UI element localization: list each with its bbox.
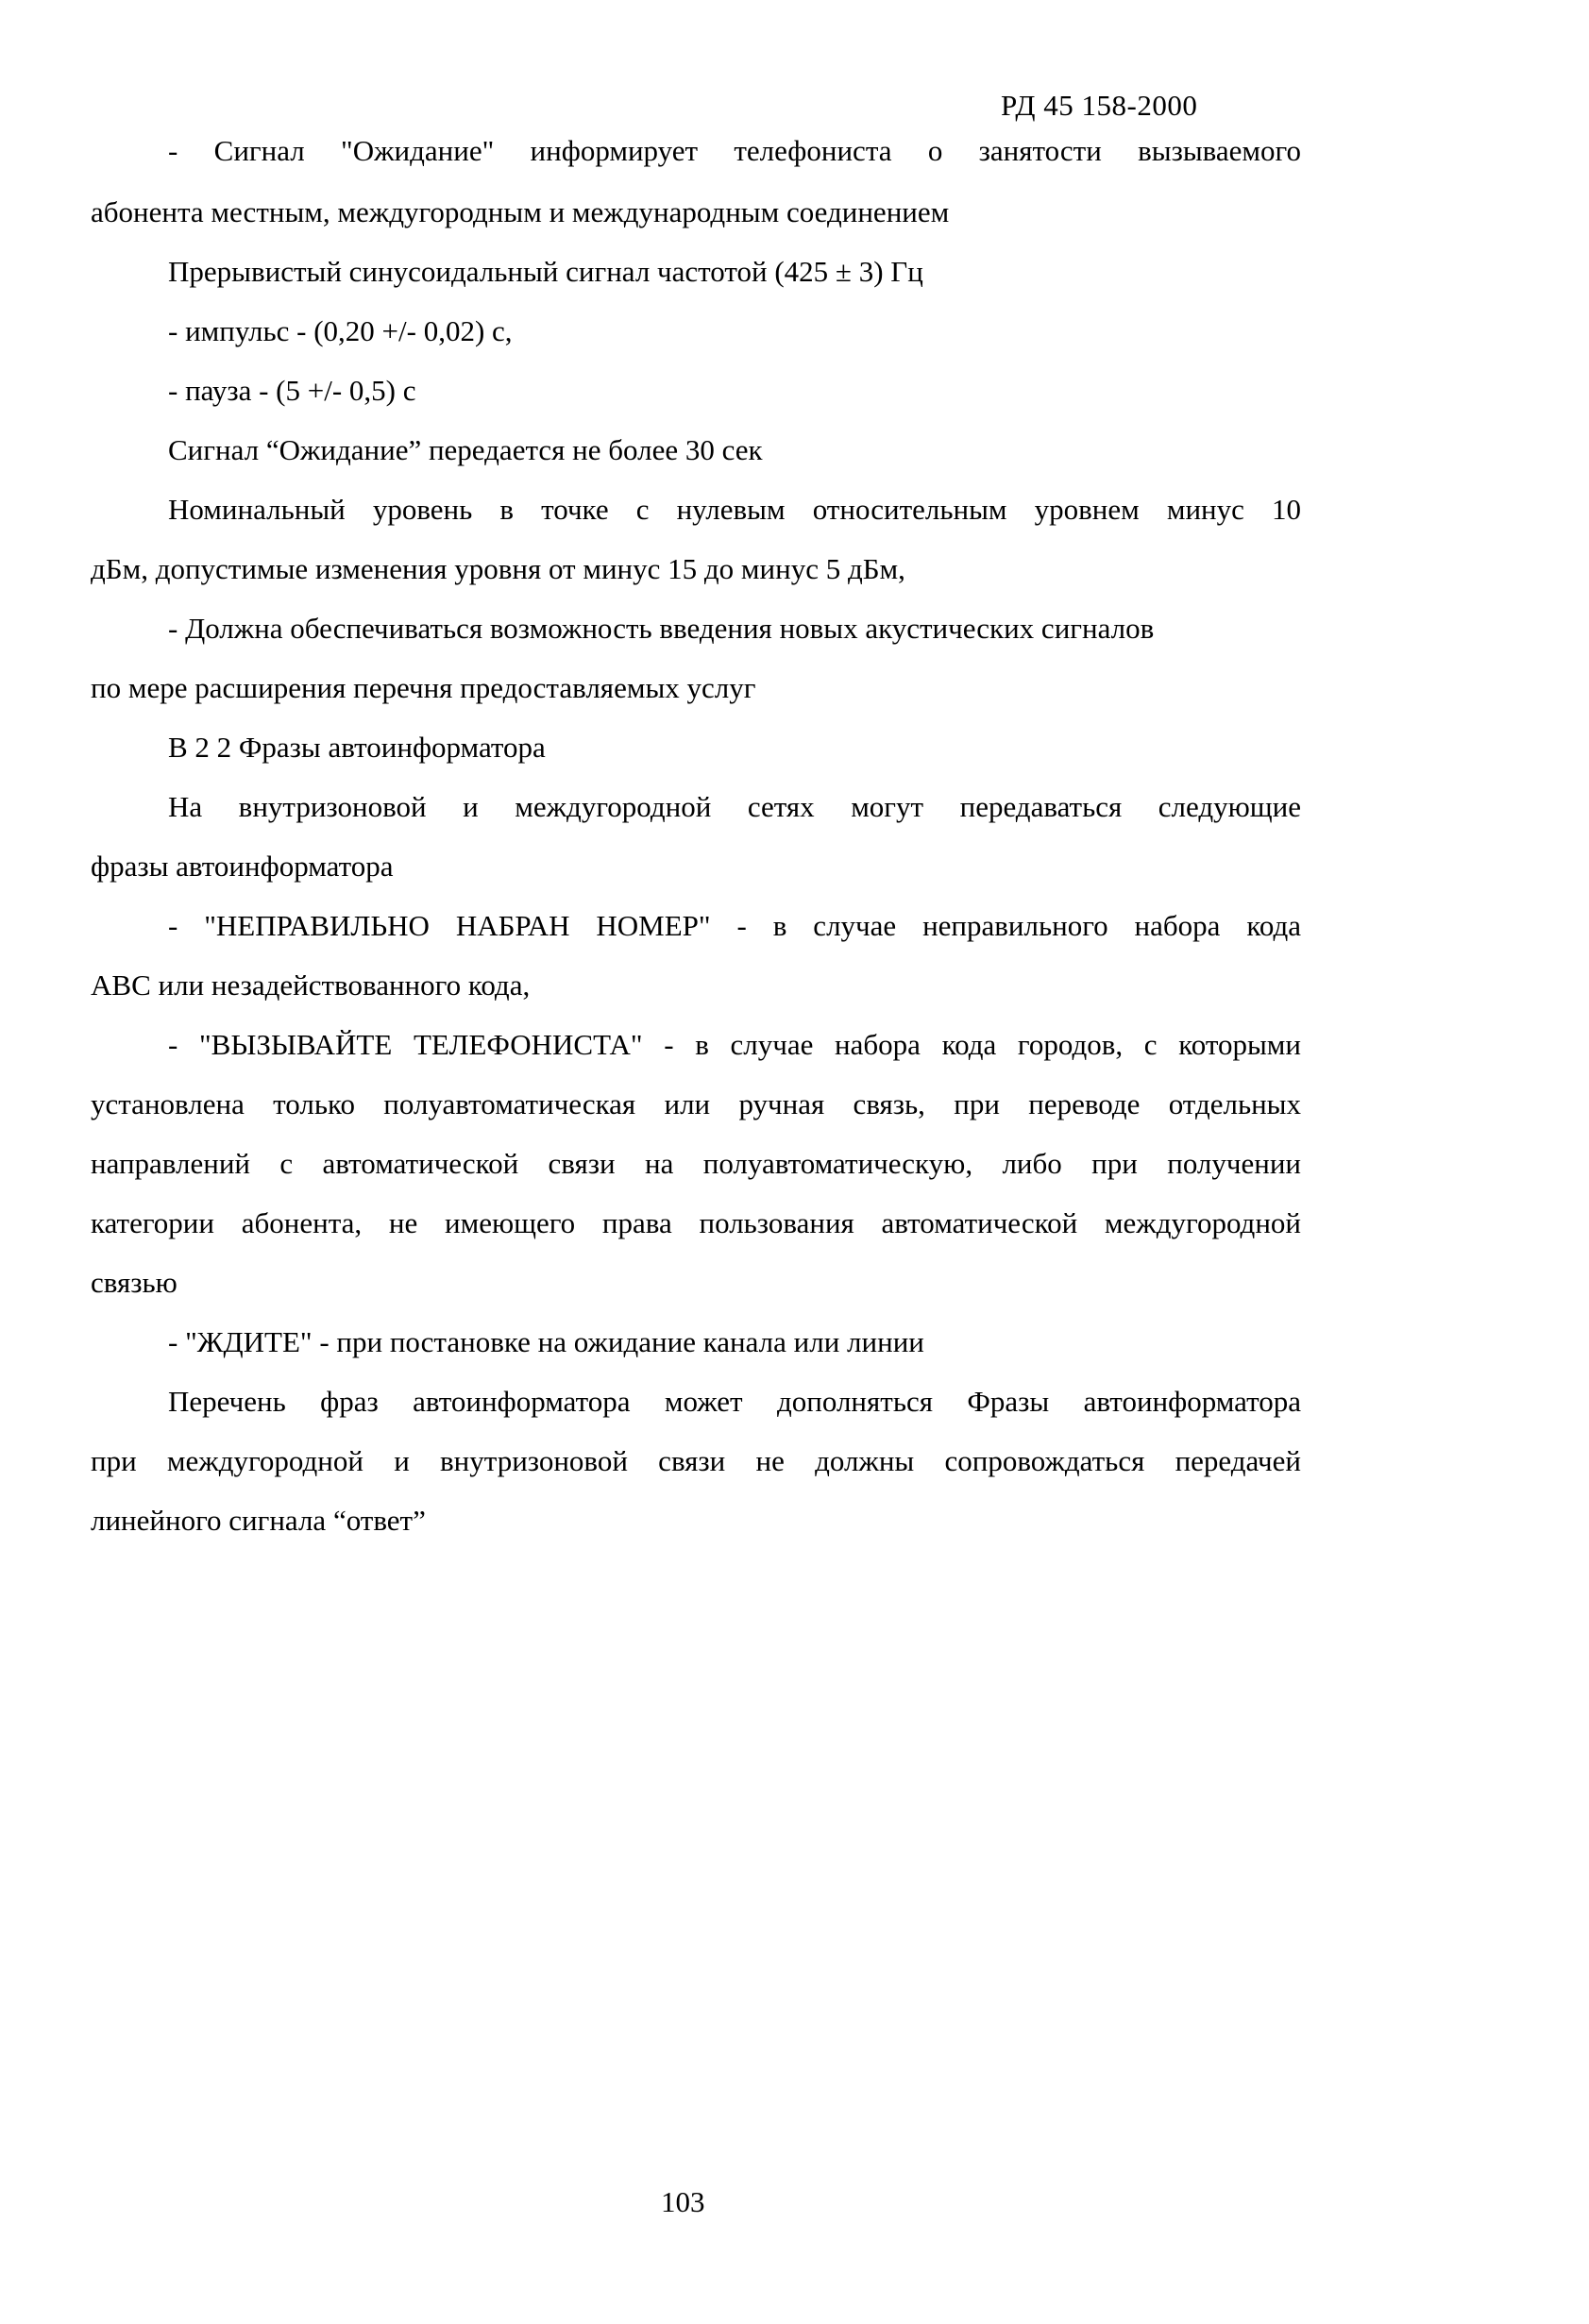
- text-line: - Сигнал "Ожидание" информирует телефониста о занятости вызываемого: [168, 134, 1301, 167]
- text-line: Перечень фраз автоинформатора может дополняться Фразы автоинформатора: [168, 1385, 1301, 1418]
- text-line: связью: [91, 1266, 177, 1299]
- text-line: - "ЖДИТЕ" - при постановке на ожидание канала или линии: [168, 1325, 924, 1358]
- text-line: На внутризоновой и междугородной сетях могут передаваться следующие: [168, 790, 1301, 823]
- text-line: АВС или незадействованного кода,: [91, 968, 531, 1002]
- section-heading: В 2 2 Фразы автоинформатора: [168, 731, 546, 764]
- text-line: категории абонента, не имеющего права пользования автоматической междугородной: [91, 1206, 1301, 1239]
- text-line: направлений с автоматической связи на полуавтоматическую, либо при получении: [91, 1147, 1301, 1180]
- text-line: - пауза - (5 +/- 0,5) с: [168, 374, 416, 407]
- text-line: - "ВЫЗЫВАЙТЕ ТЕЛЕФОНИСТА" - в случае набора кода городов, с которыми: [168, 1028, 1301, 1061]
- text-line: линейного сигнала “ответ”: [91, 1504, 426, 1537]
- text-line: Прерывистый синусоидальный сигнал частотой (425 ± 3) Гц: [168, 255, 923, 288]
- text-line: Номинальный уровень в точке с нулевым относительным уровнем минус 10: [168, 493, 1301, 526]
- text-line: абонента местным, междугородным и международным соединением: [91, 195, 950, 228]
- document-code: РД 45 158-2000: [1001, 89, 1198, 122]
- text-line: установлена только полуавтоматическая или ручная связь, при переводе отдельных: [91, 1087, 1301, 1120]
- text-line: - импульс - (0,20 +/- 0,02) с,: [168, 314, 513, 347]
- text-line: дБм, допустимые изменения уровня от минус 15 до минус 5 дБм,: [91, 552, 905, 585]
- text-line: - "НЕПРАВИЛЬНО НАБРАН НОМЕР" - в случае неправильного набора кода: [168, 909, 1301, 942]
- text-line: при междугородной и внутризоновой связи не должны сопровождаться передачей: [91, 1444, 1301, 1477]
- text-line: - Должна обеспечиваться возможность введения новых акустических сигналов: [168, 612, 1155, 645]
- text-line: по мере расширения перечня предоставляемых услуг: [91, 671, 756, 704]
- text-line: фразы автоинформатора: [91, 850, 394, 883]
- text-line: Сигнал “Ожидание” передается не более 30 сек: [168, 433, 763, 466]
- page-number: 103: [661, 2185, 705, 2218]
